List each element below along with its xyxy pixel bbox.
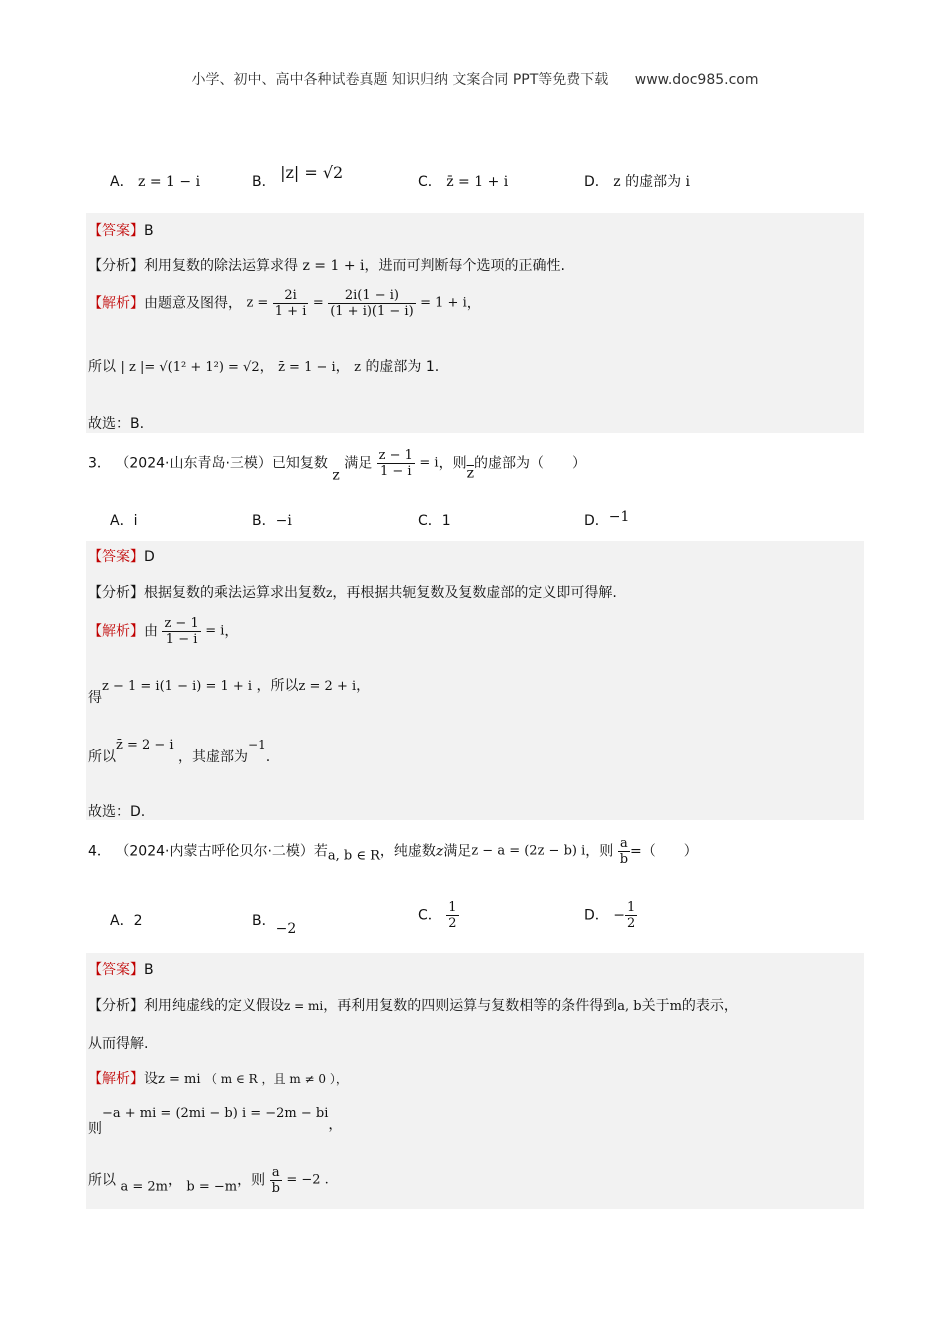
frac-num: a [618, 836, 630, 852]
question-source: （2024·山东青岛·三模）已知复数 [115, 455, 328, 472]
option-text: −i [275, 513, 292, 529]
q2-solution-line1 [88, 288, 481, 319]
solution-math: z = mi [158, 1072, 201, 1087]
option-letter: A． [110, 174, 134, 190]
frac-num: 1 [448, 900, 457, 915]
solution-math: −a + mi = (2mi − b) i = −2m − bi [102, 1106, 329, 1121]
q4-stem [88, 836, 698, 867]
frac-den: 2 [448, 916, 457, 931]
analysis-tag: 【分析】 [88, 585, 144, 601]
option-math: z [613, 174, 621, 190]
solution-math: = −2 . [286, 1172, 329, 1188]
q4-analysis [88, 995, 738, 1015]
q2-option-c [418, 171, 508, 191]
q2-solution-line2 [88, 356, 439, 376]
solution-math: | z |= √(1² + 1²) = √2 [120, 360, 260, 375]
q2-conclusion: 故选：B. [88, 416, 145, 432]
solution-math: a = 2m [120, 1179, 168, 1195]
solution-text: 则 [88, 1121, 102, 1137]
answer-value: D [144, 549, 155, 565]
solution-text: ， [466, 295, 481, 312]
question-math: = i [419, 455, 439, 471]
analysis-math: a, b [617, 999, 642, 1014]
q3-solution-line3: 所以z̄ = 2 − i ，其虚部为−1. [88, 738, 271, 765]
solution-text: 所以 [88, 749, 116, 765]
analysis-text: ，进而可判断每个选项的正确性. [364, 258, 565, 274]
frac-num: 2i(1 − i) [328, 288, 415, 304]
q4-option-b [252, 910, 297, 937]
solution-math: z − 1 = i(1 − i) = 1 + i [102, 679, 253, 694]
answer-value: B [144, 962, 154, 978]
solution-text: 得 [88, 690, 102, 706]
solution-math: z = 2 + i [298, 679, 357, 694]
analysis-math: m [669, 999, 682, 1014]
analysis-math: z = 1 + i [302, 258, 365, 274]
solution-text: 设 [144, 1071, 158, 1087]
fraction [328, 288, 415, 319]
option-math: z = 1 − i [138, 174, 201, 190]
analysis-math: z = mi [284, 999, 324, 1013]
option-math: |z| = √2 [280, 163, 344, 182]
frac-num: z − 1 [164, 616, 199, 631]
question-math: z [435, 843, 444, 860]
analysis-text: 利用纯虚线的定义假设 [144, 998, 284, 1014]
frac-den: 2 [626, 916, 636, 931]
q2-analysis [88, 255, 565, 275]
solution-text: 的虚部为 1. [365, 359, 440, 375]
answer-tag: 【答案】 [88, 549, 144, 565]
solution-math: = 1 + i [420, 295, 467, 311]
question-text: =（ ） [630, 843, 698, 860]
answer-tag: 【答案】 [88, 962, 144, 978]
solution-math: = i [205, 623, 225, 639]
option-letter: A． [110, 913, 134, 929]
fraction [446, 900, 458, 931]
solution-math: = [312, 295, 324, 311]
solution-tag: 【解析】 [88, 295, 144, 312]
analysis-text: 根据复数的乘法运算求出复数 [144, 585, 326, 601]
solution-text: ， [335, 359, 350, 375]
solution-math: z̄ = 1 − i [278, 360, 336, 375]
option-letter: D． [584, 513, 609, 529]
frac-num: z − 1 [378, 448, 413, 463]
header-text: 小学、初中、高中各种试卷真题 知识归纳 文案合同 PPT等免费下载 [191, 72, 609, 88]
question-text: ，则 [438, 455, 467, 472]
option-text: 的虚部为 [625, 174, 682, 190]
option-letter: C． [418, 513, 442, 529]
q4-option-d [584, 900, 637, 931]
option-letter: A． [110, 513, 134, 529]
fraction [377, 448, 415, 479]
solution-tag: 【解析】 [88, 623, 144, 640]
q4-option-a [110, 910, 143, 930]
q3-solution-line1: 【解析】由 $\frac{z - 1}{1 - i}$ = i， [88, 616, 239, 647]
question-text: 满足 [344, 455, 373, 472]
analysis-text: ，再根据共轭复数及复数虚部的定义即可得解. [332, 585, 617, 601]
option-letter: C． [418, 907, 442, 924]
q4-solution-line1 [88, 1068, 348, 1088]
q2-option-b [252, 163, 344, 190]
question-math: z [332, 467, 340, 484]
solution-text: ，其虚部为 [178, 749, 249, 765]
q3-option-d [584, 510, 629, 530]
frac-num: 1 [626, 900, 636, 915]
q3-option-a [110, 510, 137, 530]
option-math: i [685, 174, 691, 190]
frac-den: b [619, 852, 629, 867]
question-math: z − a = (2z − b) i [471, 843, 586, 859]
solution-text: ， [259, 359, 274, 375]
solution-text: ，所以 [256, 678, 299, 694]
analysis-text: 利用复数的除法运算求得 [144, 258, 298, 274]
option-letter: D． [584, 174, 609, 190]
question-math: a, b ∈ R [327, 848, 380, 864]
option-letter: C． [418, 174, 442, 190]
header-site: www.doc985.com [634, 72, 759, 88]
frac-den: b [271, 1181, 280, 1196]
option-letter: D． [584, 907, 609, 924]
q3-option-c [418, 510, 451, 530]
fraction [618, 836, 630, 867]
analysis-text: ，再利用复数的四则运算与复数相等的条件得到 [323, 998, 618, 1014]
q4-answer [88, 959, 154, 979]
solution-math: −1 [248, 738, 266, 752]
q4-solution-line3: 所以 a = 2m， b = −m，则 $\frac{a}{b}$ = −2 . [88, 1165, 329, 1196]
analysis-text: 关于 [641, 998, 670, 1014]
page-header [0, 69, 950, 89]
solution-text: 所以 [88, 1172, 116, 1189]
q3-stem [88, 448, 586, 486]
question-text: ，纯虚数 [379, 843, 436, 860]
fraction [273, 288, 309, 319]
solution-math: z̄ = 2 − i [116, 738, 174, 753]
fraction [162, 616, 200, 647]
solution-text: 所以 [88, 359, 116, 375]
question-math: $\overline{z}$ [466, 465, 474, 482]
q2-option-d [584, 171, 690, 191]
frac-den: 1 − i [380, 464, 412, 479]
q3-solution-line2: 得z − 1 = i(1 − i) = 1 + i ，所以z = 2 + i， [88, 678, 371, 706]
q4-option-c [418, 900, 459, 931]
solution-text: 由题意及图得， [144, 295, 242, 312]
question-text: 的虚部为（ ） [473, 455, 586, 472]
solution-text: ，则 [237, 1172, 266, 1189]
q3-analysis [88, 582, 617, 602]
option-letter: B． [252, 174, 276, 190]
question-number: 3． [88, 455, 111, 472]
frac-den: 1 − i [165, 632, 198, 647]
question-number: 4． [88, 843, 111, 860]
frac-den: (1 + i)(1 − i) [330, 304, 414, 319]
answer-tag: 【答案】 [88, 223, 144, 239]
fraction [625, 900, 637, 931]
fraction [270, 1165, 282, 1196]
q4-analysis-line2: 从而得解. [88, 1036, 149, 1052]
option-letter: B． [252, 913, 276, 929]
q3-conclusion: 故选：D. [88, 804, 146, 820]
analysis-tag: 【分析】 [88, 258, 144, 274]
question-text: 满足 [443, 843, 472, 860]
option-text: i [133, 513, 138, 529]
solution-math: （ m ∈ R ，且 m ≠ 0 ）， [204, 1072, 348, 1086]
option-sign: − [613, 907, 625, 924]
analysis-text: 的表示， [681, 998, 738, 1014]
analysis-tag: 【分析】 [88, 998, 144, 1014]
q4-solution-line2: 则−a + mi = (2mi − b) i = −2m − bi， [88, 1106, 343, 1137]
frac-num: a [270, 1165, 282, 1181]
option-text: −1 [608, 509, 630, 525]
question-source: （2024·内蒙古呼伦贝尔·二模）若 [115, 843, 328, 860]
analysis-math: z [326, 586, 333, 600]
q3-option-b [252, 510, 292, 530]
solution-tag: 【解析】 [88, 1071, 144, 1087]
frac-num: 2i [273, 288, 309, 304]
solution-text: 由 [144, 623, 158, 640]
q3-answer [88, 546, 155, 566]
solution-math: z [354, 360, 361, 375]
q2-option-a [110, 171, 200, 191]
question-text: ，则 [585, 843, 614, 860]
option-text: 2 [133, 913, 143, 929]
option-math: z̄ = 1 + i [446, 174, 509, 190]
frac-den: 1 + i [274, 304, 307, 319]
q2-answer [88, 220, 154, 240]
option-text: 1 [441, 513, 451, 529]
solution-math: b = −m [186, 1179, 238, 1195]
option-text: −2 [275, 921, 297, 937]
answer-value: B [144, 223, 154, 239]
option-letter: B． [252, 513, 276, 529]
solution-math: z = [246, 295, 269, 311]
q2-solution-box [86, 213, 864, 433]
